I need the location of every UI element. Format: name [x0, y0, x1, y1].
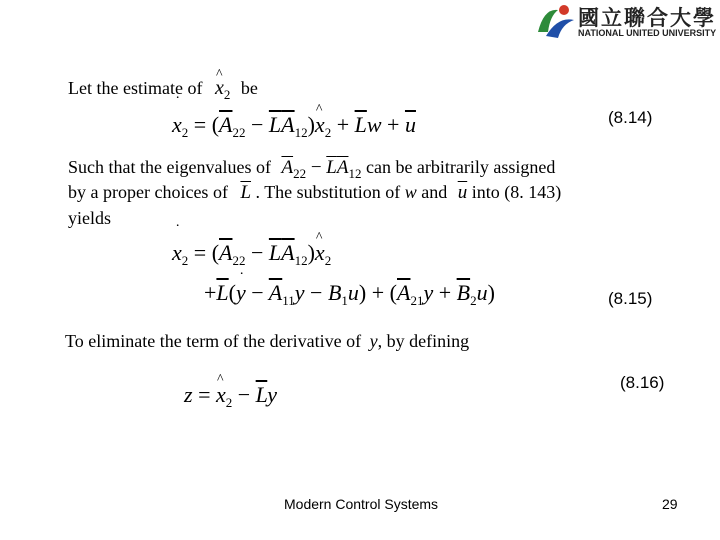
logo-chinese-name: 國立聯合大學 [578, 6, 716, 30]
equation-label-8-15: (8.15) [608, 289, 653, 308]
logo-emblem-icon [534, 2, 578, 42]
equation-label-8-14: (8.14) [608, 108, 653, 127]
symbol-L-bar: $\overline{L}$ [240, 182, 252, 203]
text-line-3 [68, 182, 561, 204]
text-yields: yields [68, 208, 111, 228]
text-arbitrarily: can be arbitrarily assigned [365, 157, 556, 177]
text-line-2 [68, 157, 555, 182]
equation-8-14: ˙ $x_2 = (\overline{A}_{22}$ − $\overline{L}\overline{A}_{12})\^{}$ $x_2 + \overline{L}w + \overline{u}$ [172, 112, 416, 141]
symbol-a22-la12: $\overline{A}_{22} - \overline{L}\overline{A}_{12}$ [281, 157, 362, 181]
equation-8-16: z = ^ $x_2 - \overline{L}y$ [184, 382, 277, 411]
text-proper-choices: by a proper choices of [68, 182, 228, 202]
equation-8-15-line-2: $+\overline{L}(˙$ $y - \overline{A}_{11}y - B_1u) + (\overline{A}_{21}y + \overline{B}_2u)$ [204, 280, 495, 309]
text-into: into (8. 143) [471, 182, 562, 202]
text-line-eliminate [65, 331, 469, 352]
symbol-w: w [404, 182, 417, 202]
text-let-estimate: Let the estimate of [68, 78, 203, 98]
equation-8-15-line-1: ˙ $x_2 = (\overline{A}_{22}$ − $\overline{L}\overline{A}_{12})\^{}$ $x_2$ [172, 240, 331, 269]
symbol-y: y [369, 331, 378, 351]
text-eliminate: To eliminate the term of the derivative of [65, 331, 362, 351]
text-by-defining: , by defining [377, 331, 470, 351]
footer-course-title: Modern Control Systems [284, 496, 439, 512]
symbol-x2-hat: ^ $x_2$ [215, 77, 230, 99]
text-and: and [421, 182, 448, 202]
text-substitution: . The substitution of [255, 182, 401, 202]
text-line-1 [68, 77, 258, 103]
footer-page-number: 29 [662, 496, 678, 512]
text-such-that: Such that the eigenvalues of [68, 157, 271, 177]
equation-label-8-16: (8.16) [620, 373, 665, 392]
university-logo [534, 0, 720, 44]
text-be: be [240, 78, 258, 98]
symbol-u-bar: $\overline{u}$ [457, 182, 468, 203]
logo-english-name: NATIONAL UNITED UNIVERSITY [578, 28, 717, 38]
